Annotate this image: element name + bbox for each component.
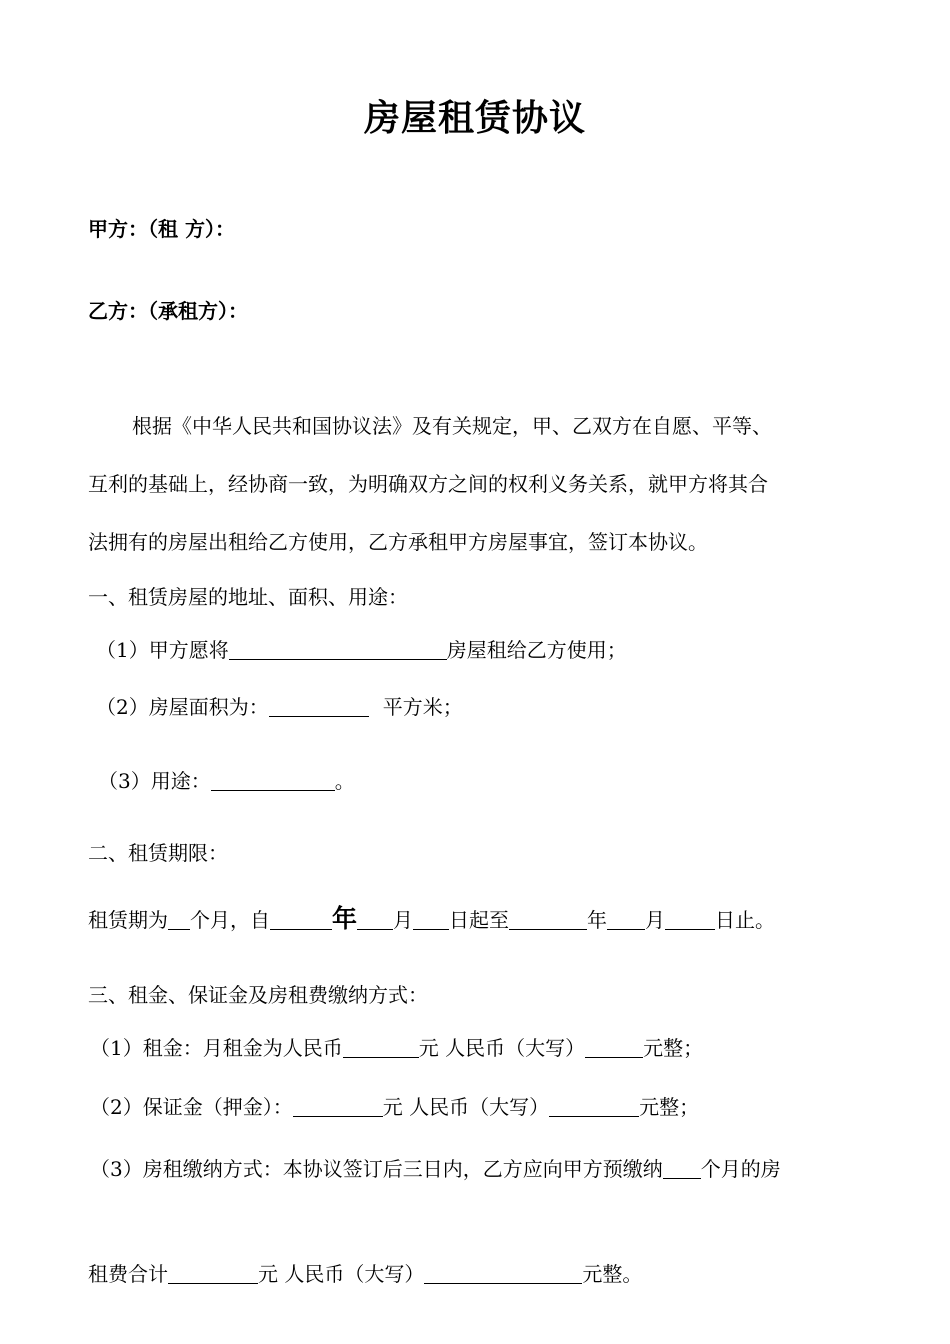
section-2-heading: 二、租赁期限：	[88, 841, 228, 865]
item-text: （3）房租缴纳方式：本协议签订后三日内，乙方应向甲方预缴纳	[90, 1157, 663, 1181]
intro-line-2: 互利的基础上，经协商一致，为明确双方之间的权利义务关系，就甲方将其合	[88, 472, 768, 496]
intro-line-1: 根据《中华人民共和国协议法》及有关规定，甲、乙双方在自愿、平等、	[132, 414, 772, 438]
total-amount-blank[interactable]	[168, 1263, 258, 1284]
item-text: 。	[334, 769, 355, 793]
start-day-blank[interactable]	[413, 909, 449, 930]
item-text: 个月的房	[700, 1157, 781, 1181]
rent-uppercase-blank[interactable]	[585, 1037, 643, 1058]
section-3-item-3	[90, 1156, 781, 1182]
address-blank[interactable]	[229, 639, 447, 660]
section-3-item-1	[90, 1035, 703, 1061]
start-year-blank[interactable]	[270, 909, 332, 930]
year-text: 年	[587, 908, 608, 932]
end-month-blank[interactable]	[607, 909, 645, 930]
usage-blank[interactable]	[211, 770, 335, 791]
item-text: （2）保证金（押金）：	[90, 1095, 293, 1119]
document-title: 房屋租赁协议	[363, 97, 586, 139]
item-text: 元整。	[582, 1262, 643, 1286]
section-1-item-3	[98, 768, 355, 794]
item-text: （1）甲方愿将	[96, 638, 229, 662]
party-b-label: 乙方：（承租方）：	[88, 299, 248, 323]
item-text: （1）租金：月租金为人民币	[90, 1036, 343, 1060]
term-text: 租赁期为	[88, 908, 168, 932]
year-text: 年	[332, 904, 358, 933]
end-day-blank[interactable]	[665, 909, 715, 930]
item-text: 元整；	[643, 1036, 704, 1060]
month-text: 月	[393, 908, 414, 932]
section-3-item-3-continued	[88, 1261, 642, 1287]
section-1-item-1	[96, 637, 627, 663]
rent-amount-blank[interactable]	[343, 1037, 419, 1058]
area-blank[interactable]	[269, 696, 369, 717]
item-text: 房屋租给乙方使用；	[446, 638, 627, 662]
term-text: 个月，自	[190, 908, 270, 932]
item-text: 元 人民币（大写）	[258, 1262, 425, 1286]
section-3-item-2	[90, 1094, 699, 1120]
deposit-uppercase-blank[interactable]	[549, 1096, 639, 1117]
prepay-months-blank[interactable]	[663, 1158, 701, 1179]
section-1-item-2	[96, 694, 463, 720]
deposit-amount-blank[interactable]	[293, 1096, 383, 1117]
item-text: 元 人民币（大写）	[382, 1095, 550, 1119]
months-blank[interactable]	[168, 909, 190, 930]
month-text: 月	[645, 908, 666, 932]
item-text: 平方米；	[382, 695, 463, 719]
intro-line-3: 法拥有的房屋出租给乙方使用，乙方承租甲方房屋事宜，签订本协议。	[88, 530, 708, 554]
party-a-label: 甲方：（租 方）：	[88, 217, 235, 241]
item-text: 元 人民币（大写）	[418, 1036, 586, 1060]
section-3-heading: 三、租金、保证金及房租费缴纳方式：	[88, 983, 428, 1007]
section-1-heading: 一、租赁房屋的地址、面积、用途：	[88, 585, 408, 609]
term-text: 日止。	[715, 908, 776, 932]
item-text: 元整；	[639, 1095, 700, 1119]
item-text: 租费合计	[88, 1262, 168, 1286]
item-text: （3）用途：	[98, 769, 211, 793]
item-text: （2）房屋面积为：	[96, 695, 269, 719]
lease-term-line	[88, 906, 775, 933]
end-year-blank[interactable]	[509, 909, 587, 930]
term-text: 日起至	[449, 908, 510, 932]
start-month-blank[interactable]	[357, 909, 393, 930]
total-uppercase-blank[interactable]	[424, 1263, 582, 1284]
